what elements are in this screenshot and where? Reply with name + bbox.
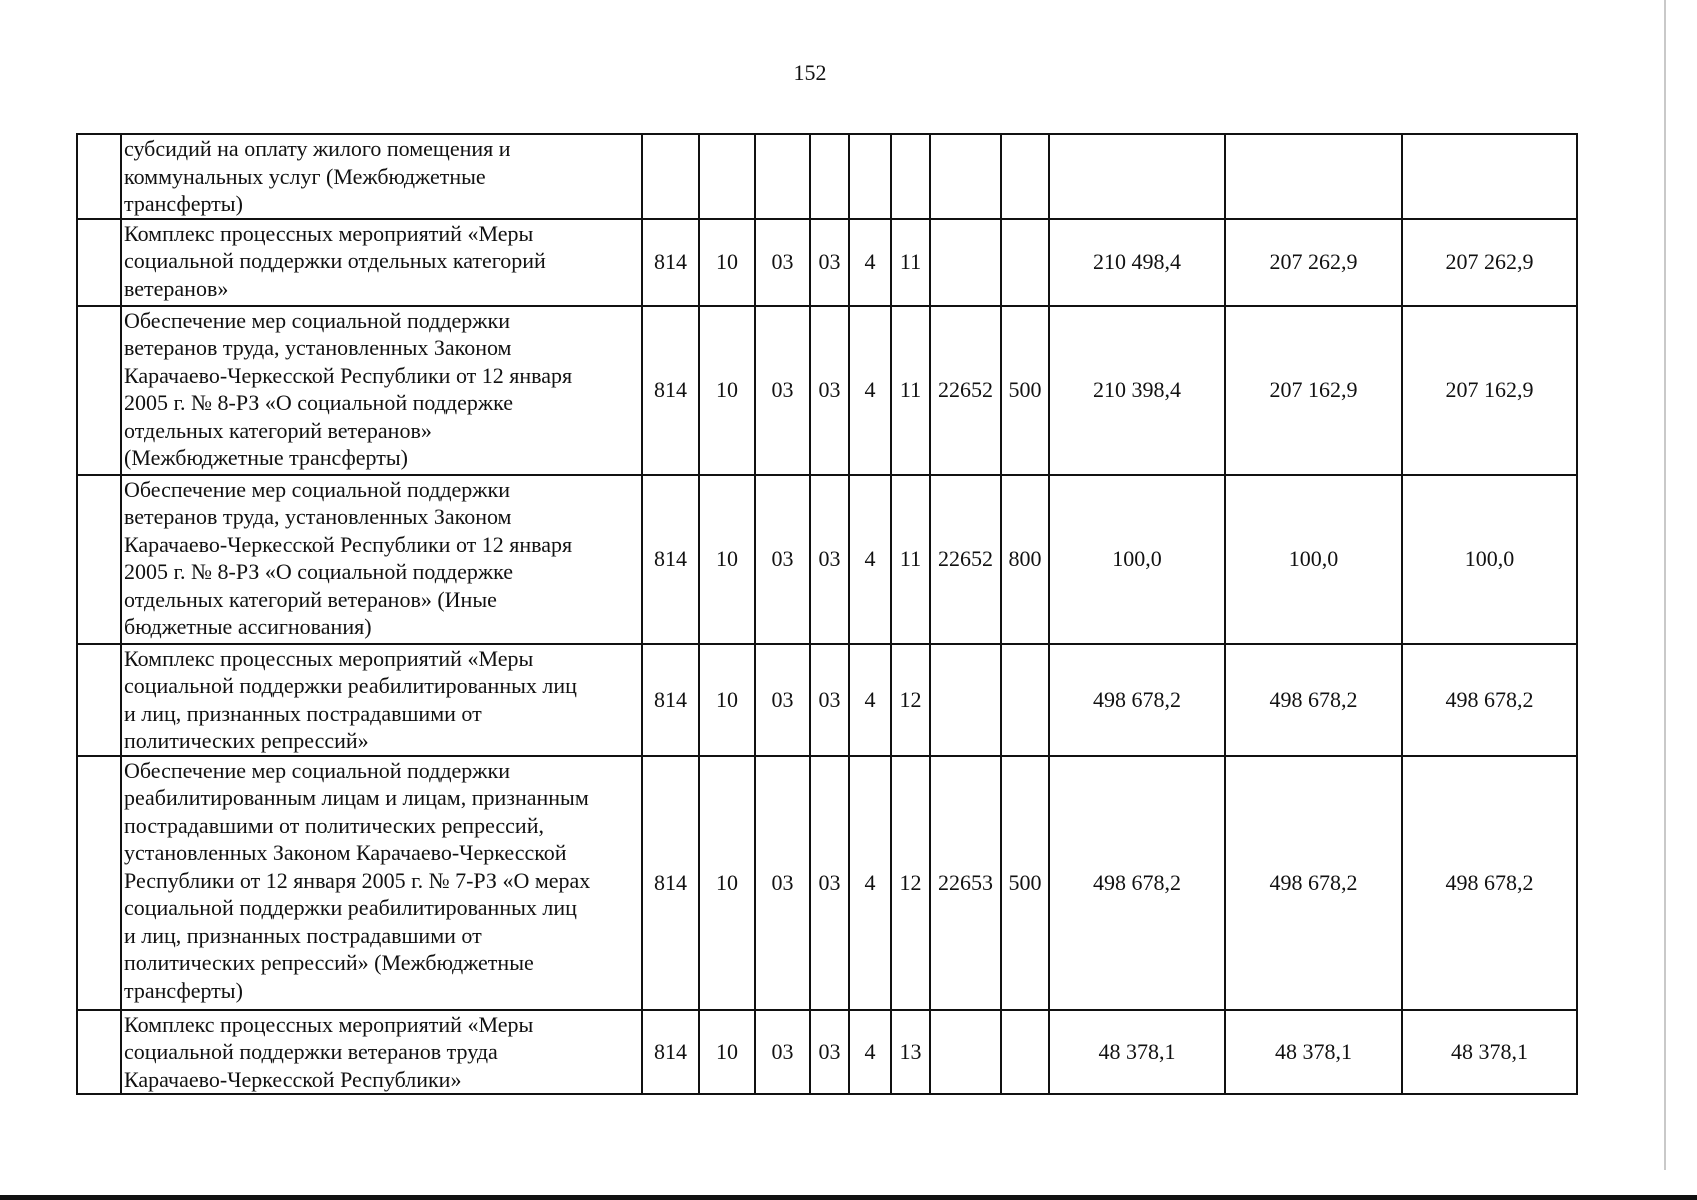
code-cell-c2: 10 <box>699 644 755 756</box>
amount-cell-v2: 207 162,9 <box>1225 306 1402 475</box>
item-name-line: Комплекс процессных мероприятий «Меры <box>124 645 534 671</box>
code-cell-c8: 500 <box>1001 756 1049 1010</box>
code-cell-c4 <box>810 134 849 219</box>
code-cell-c1: 814 <box>642 1010 699 1095</box>
item-name-line: ветеранов труда, установленных Законом <box>124 504 512 529</box>
item-name-line: установленных Законом Карачаево-Черкесской <box>124 840 567 865</box>
code-cell-c1: 814 <box>642 475 699 644</box>
code-cell-c1 <box>642 134 699 219</box>
code-cell-c2 <box>699 134 755 219</box>
code-cell-c8 <box>1001 134 1049 219</box>
amount-cell-v1: 48 378,1 <box>1049 1010 1225 1095</box>
amount-cell-v3: 498 678,2 <box>1402 644 1577 756</box>
row-index-cell <box>77 475 121 644</box>
code-cell-c7: 22653 <box>930 756 1001 1010</box>
code-cell-c1: 814 <box>642 644 699 756</box>
amount-cell-v2: 498 678,2 <box>1225 756 1402 1010</box>
item-name-line: Обеспечение мер социальной поддержки <box>124 307 510 333</box>
code-cell-c6: 13 <box>891 1010 930 1095</box>
item-name-line: Обеспечение мер социальной поддержки <box>124 757 510 783</box>
item-name-line: реабилитированным лицам и лицам, признанным <box>124 785 589 810</box>
page-number: 152 <box>793 60 827 85</box>
item-name-line: социальной поддержки ветеранов труда <box>124 1039 498 1064</box>
row-index-cell <box>77 644 121 756</box>
amount-cell-v2 <box>1225 134 1402 219</box>
code-cell-c5 <box>849 134 891 219</box>
code-cell-c4: 03 <box>810 1010 849 1095</box>
code-cell-c7: 22652 <box>930 306 1001 475</box>
row-index-cell <box>77 306 121 475</box>
row-index-cell <box>77 1010 121 1095</box>
item-name-line: социальной поддержки отдельных категорий <box>124 248 546 273</box>
row-index-cell <box>77 134 121 219</box>
row-index-cell <box>77 219 121 306</box>
item-name-line: пострадавшими от политических репрессий, <box>124 812 544 838</box>
item-name-line: Комплекс процессных мероприятий «Меры <box>124 1011 534 1037</box>
code-cell-c2: 10 <box>699 756 755 1010</box>
row-index-cell <box>77 756 121 1010</box>
amount-cell-v3 <box>1402 134 1577 219</box>
item-name-line: (Межбюджетные трансферты) <box>124 445 408 470</box>
code-cell-c1: 814 <box>642 306 699 475</box>
amount-cell-v2: 100,0 <box>1225 475 1402 644</box>
code-cell-c7 <box>930 644 1001 756</box>
code-cell-c6: 12 <box>891 756 930 1010</box>
code-cell-c3: 03 <box>755 475 810 644</box>
page-bottom-edge <box>0 1195 1697 1200</box>
code-cell-c6: 12 <box>891 644 930 756</box>
code-cell-c5: 4 <box>849 756 891 1010</box>
code-cell-c2: 10 <box>699 306 755 475</box>
item-name-line: социальной поддержки реабилитированных лиц <box>124 673 577 698</box>
item-name-cell <box>121 219 642 306</box>
code-cell-c1: 814 <box>642 756 699 1010</box>
code-cell-c3: 03 <box>755 644 810 756</box>
code-cell-c5: 4 <box>849 1010 891 1095</box>
code-cell-c6: 11 <box>891 475 930 644</box>
code-cell-c8 <box>1001 644 1049 756</box>
code-cell-c3: 03 <box>755 756 810 1010</box>
item-name-line: политических репрессий» (Межбюджетные <box>124 950 534 975</box>
table-row <box>77 475 1577 644</box>
amount-cell-v3: 48 378,1 <box>1402 1010 1577 1095</box>
table-row <box>77 1010 1577 1095</box>
amount-cell-v3: 498 678,2 <box>1402 756 1577 1010</box>
code-cell-c4: 03 <box>810 306 849 475</box>
item-name-line: ветеранов труда, установленных Законом <box>124 335 512 360</box>
code-cell-c2: 10 <box>699 219 755 306</box>
table-row <box>77 756 1577 1010</box>
amount-cell-v1 <box>1049 134 1225 219</box>
table-row <box>77 219 1577 306</box>
item-name-line: трансферты) <box>124 191 243 216</box>
code-cell-c2: 10 <box>699 1010 755 1095</box>
item-name-line: Комплекс процессных мероприятий «Меры <box>124 220 534 246</box>
code-cell-c5: 4 <box>849 219 891 306</box>
code-cell-c2: 10 <box>699 475 755 644</box>
amount-cell-v1: 100,0 <box>1049 475 1225 644</box>
item-name-cell <box>121 1010 642 1095</box>
code-cell-c4: 03 <box>810 644 849 756</box>
item-name-line: и лиц, признанных пострадавшими от <box>124 922 482 948</box>
code-cell-c8 <box>1001 1010 1049 1095</box>
code-cell-c6: 11 <box>891 219 930 306</box>
code-cell-c1: 814 <box>642 219 699 306</box>
item-name-line: Карачаево-Черкесской Республики» <box>124 1066 462 1092</box>
item-name-cell <box>121 756 642 1010</box>
code-cell-c7 <box>930 219 1001 306</box>
item-name-line: бюджетные ассигнования) <box>124 614 372 639</box>
budget-table <box>76 133 1578 1095</box>
item-name-line: отдельных категорий ветеранов» <box>124 417 432 443</box>
item-name-line: субсидий на оплату жилого помещения и <box>124 136 511 161</box>
item-name-line: социальной поддержки реабилитированных лиц <box>124 895 577 920</box>
code-cell-c6 <box>891 134 930 219</box>
code-cell-c7 <box>930 1010 1001 1095</box>
code-cell-c5: 4 <box>849 644 891 756</box>
code-cell-c6: 11 <box>891 306 930 475</box>
item-name-cell <box>121 475 642 644</box>
amount-cell-v3: 100,0 <box>1402 475 1577 644</box>
item-name-line: коммунальных услуг (Межбюджетные <box>124 163 486 189</box>
item-name-line: Карачаево-Черкесской Республики от 12 января <box>124 531 573 557</box>
code-cell-c3: 03 <box>755 219 810 306</box>
item-name-line: Обеспечение мер социальной поддержки <box>124 476 510 502</box>
code-cell-c4: 03 <box>810 219 849 306</box>
amount-cell-v2: 48 378,1 <box>1225 1010 1402 1095</box>
amount-cell-v2: 207 262,9 <box>1225 219 1402 306</box>
amount-cell-v1: 210 498,4 <box>1049 219 1225 306</box>
item-name-line: 2005 г. № 8-РЗ «О социальной поддержке <box>124 559 513 584</box>
code-cell-c8: 800 <box>1001 475 1049 644</box>
code-cell-c3: 03 <box>755 306 810 475</box>
item-name-cell <box>121 306 642 475</box>
code-cell-c3 <box>755 134 810 219</box>
amount-cell-v3: 207 162,9 <box>1402 306 1577 475</box>
code-cell-c8: 500 <box>1001 306 1049 475</box>
code-cell-c8 <box>1001 219 1049 306</box>
item-name-line: Карачаево-Черкесской Республики от 12 января <box>124 362 573 388</box>
item-name-line: и лиц, признанных пострадавшими от <box>124 700 482 726</box>
table-row <box>77 134 1577 219</box>
item-name-line: отдельных категорий ветеранов» (Иные <box>124 586 497 612</box>
amount-cell-v1: 498 678,2 <box>1049 756 1225 1010</box>
item-name-line: политических репрессий» <box>124 728 369 753</box>
item-name-line: Республики от 12 января 2005 г. № 7-РЗ «О мерах <box>124 867 591 893</box>
code-cell-c5: 4 <box>849 306 891 475</box>
item-name-line: 2005 г. № 8-РЗ «О социальной поддержке <box>124 390 513 415</box>
code-cell-c4: 03 <box>810 475 849 644</box>
item-name-cell <box>121 644 642 756</box>
table-row <box>77 306 1577 475</box>
amount-cell-v1: 498 678,2 <box>1049 644 1225 756</box>
code-cell-c7: 22652 <box>930 475 1001 644</box>
code-cell-c5: 4 <box>849 475 891 644</box>
amount-cell-v2: 498 678,2 <box>1225 644 1402 756</box>
amount-cell-v1: 210 398,4 <box>1049 306 1225 475</box>
code-cell-c3: 03 <box>755 1010 810 1095</box>
item-name-line: ветеранов» <box>124 275 229 301</box>
code-cell-c4: 03 <box>810 756 849 1010</box>
amount-cell-v3: 207 262,9 <box>1402 219 1577 306</box>
scan-edge-line <box>1664 0 1666 1170</box>
item-name-line: трансферты) <box>124 977 243 1003</box>
code-cell-c7 <box>930 134 1001 219</box>
table-row <box>77 644 1577 756</box>
item-name-cell <box>121 134 642 219</box>
